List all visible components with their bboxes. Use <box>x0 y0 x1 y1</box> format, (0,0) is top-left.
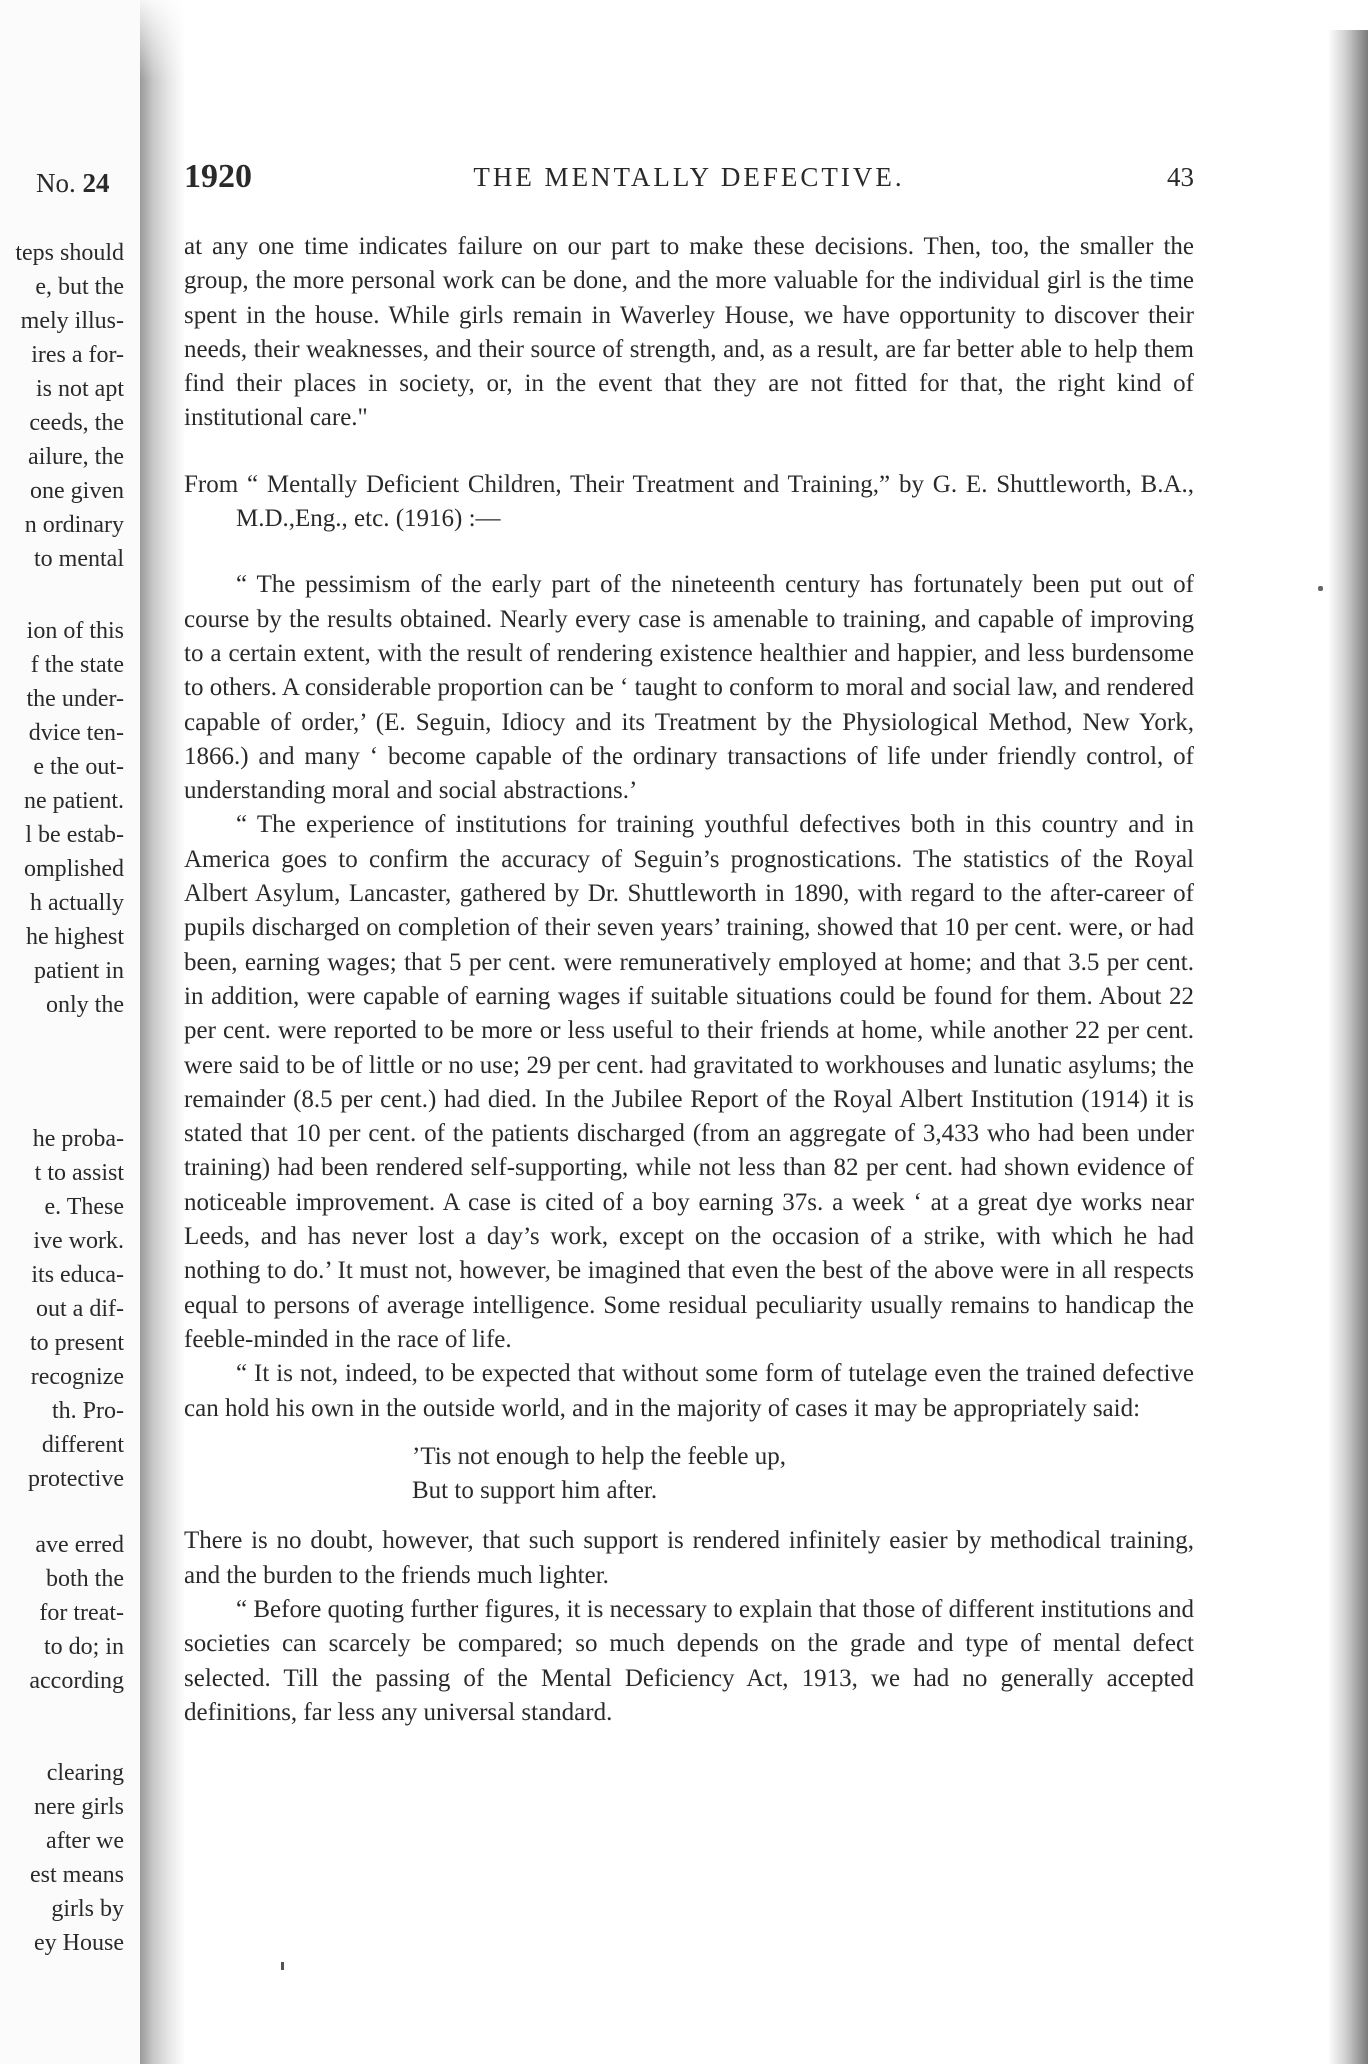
paragraph-support: There is no doubt, however, that such support is rendered infinitely easier by methodical training, and the burden to the friends much lighter. <box>184 1527 1194 1589</box>
source-citation: From “ Mentally Deficient Children, Their Treatment and Training,” by G. E. Shuttleworth, B.A., M.D.,Eng., etc. (1916) :— <box>184 470 1194 533</box>
verse-line-2: But to support him after. <box>412 1477 658 1505</box>
left-page-line: recognize <box>30 1364 124 1390</box>
left-page-header <box>36 168 110 199</box>
running-head <box>184 158 1194 202</box>
left-header-prefix: No. <box>36 168 76 198</box>
left-page-line: protective <box>28 1466 124 1492</box>
left-page-line: l be estab- <box>25 822 124 848</box>
left-page-line: to do; in <box>43 1634 124 1660</box>
left-page-line: ave erred <box>35 1532 124 1558</box>
left-page-line: est means <box>30 1862 124 1888</box>
left-page-line: th. Pro- <box>52 1398 124 1424</box>
verse-line-1: ’Tis not enough to help the feeble up, <box>412 1442 787 1470</box>
body-text <box>184 230 1194 1730</box>
paragraph-pessimism: “ The pessimism of the early part of the nineteenth century has fortunately been put out of course by the results obtained. Nearly every case is amenable to training, and capable of improving to a certain extent, with the result of rendering existence healthier and happier, and less burdensome to others. A considerable proportion can be ‘ taught to conform to moral and social law, and rendered capable of order,’ (E. Seguin, Idiocy and its Treatment by the Physiological Method, New York, 1866.) and many ‘ become capable of the ordinary transactions of life under friendly control, of understanding moral and social abstractions.’ <box>184 571 1194 805</box>
left-page-line: ires a for- <box>31 342 124 368</box>
left-page-line: after we <box>46 1828 124 1854</box>
left-page-line: ive work. <box>33 1228 124 1254</box>
left-page-line: f the state <box>30 652 124 678</box>
left-page-line: only the <box>46 992 124 1018</box>
left-page-line: omplished <box>24 856 124 882</box>
left-page-line: its educa- <box>31 1262 124 1288</box>
left-page-line: mely illus- <box>20 308 124 334</box>
left-page-line: ceeds, the <box>29 410 124 436</box>
left-page-line: ne patient. <box>24 788 124 814</box>
left-page-line: according <box>29 1668 124 1694</box>
left-page-line: he highest <box>26 924 124 950</box>
paragraph-further-figures: “ Before quoting further figures, it is necessary to explain that those of different institutions and societies can scarcely be compared; so much depends on the grade and type of mental defect selected. Till the passing of the Mental Deficiency Act, 1913, we had no generally accepted definitions, far less any universal standard. <box>184 1595 1194 1726</box>
left-page-line: both the <box>46 1566 124 1592</box>
left-page-line: is not apt <box>36 376 124 402</box>
left-page-line: the under- <box>26 686 124 712</box>
left-page-line: one given <box>30 478 124 504</box>
left-page-line: h actually <box>30 890 124 916</box>
gutter-highlight <box>140 0 184 80</box>
paragraph-tutelage: “ It is not, indeed, to be expected that without some form of tutelage even the trained defective can hold his own in the outside world, and in the majority of cases it may be appropriately said: <box>184 1360 1194 1422</box>
left-page-line: ailure, the <box>28 444 124 470</box>
left-page-line: e, but the <box>35 274 124 300</box>
left-page-line: e the out- <box>33 754 124 780</box>
margin-dot <box>1318 586 1323 591</box>
left-page-line: to present <box>30 1330 124 1356</box>
left-page-line: clearing <box>46 1760 124 1786</box>
verse-quotation <box>184 1440 1194 1509</box>
left-page-line: t to assist <box>34 1160 124 1186</box>
left-page-line: out a dif- <box>36 1296 124 1322</box>
left-page-line: for treat- <box>39 1600 124 1626</box>
paragraph-institutions-statistics: “ The experience of institutions for training youthful defectives both in this country and in America goes to confirm the accuracy of Seguin’s prognostications. The statistics of the Royal Albert Asylum, Lancaster, gathered by Dr. Shuttleworth in 1890, with regard to the after-career of pupils discharged on completion of their seven years’ training, showed that 10 per cent. were, or had been, earning wages; that 5 per cent. were remuneratively employed at home; and that 3.5 per cent. in addition, were capable of earning wages if suitable situations could be found for them. About 22 per cent. were reported to be more or less useful to their friends at home, while another 22 per cent. were said to be of little or no use; 29 per cent. had gravitated to workhouses and lunatic asylums; the remainder (8.5 per cent.) had died. In the Jubilee Report of the Royal Albert Institution (1914) it is stated that 10 per cent. of the patients discharged (from an aggregate of 3,433 who had been under training) had been rendered self-supporting, while not less than 82 per cent. had shown evidence of noticeable improvement. A case is cited of a boy earning 37s. a week ‘ at a great dye works near Leeds, and has never lost a day’s work, except on the occasion of a strike, with which he had nothing to do.’ It must not, however, be imagined that even the best of the above were in all respects equal to persons of average intelligence. Some residual peculiarity usually remains to handicap the feeble-minded in the race of life. <box>184 811 1194 1353</box>
running-head-year: 1920 <box>184 158 252 195</box>
left-header-number: 24 <box>82 168 110 198</box>
left-page-line: ey House <box>34 1930 124 1956</box>
left-page-line: e. These <box>44 1194 124 1220</box>
page-edge-shadow <box>1328 30 1368 2064</box>
left-page-line: n ordinary <box>24 512 124 538</box>
left-page-line: patient in <box>34 958 124 984</box>
left-page-line: girls by <box>51 1896 124 1922</box>
left-page-line: to mental <box>34 546 124 572</box>
main-page <box>184 0 1328 2064</box>
paragraph-waverley-house: at any one time indicates failure on our part to make these decisions. Then, too, the smaller the group, the more personal work can be done, and the more valuable for the individual girl is the time spent in the house. While girls remain in Waverley House, we have opportunity to discover their needs, their weaknesses, and their source of strength, and, as a result, are far better able to help them find their places in society, or, in the event that they are not fitted for that, the right kind of institutional care." <box>184 233 1194 432</box>
book-gutter-shadow <box>140 0 184 2064</box>
running-head-title: THE MENTALLY DEFECTIVE. <box>473 162 905 192</box>
ink-speck <box>281 1962 284 1970</box>
left-page-line: different <box>41 1432 124 1458</box>
left-page-line: he proba- <box>32 1126 124 1152</box>
left-page-line: nere girls <box>34 1794 124 1820</box>
left-page-line: dvice ten- <box>28 720 124 746</box>
left-facing-page <box>0 0 140 2064</box>
page-number: 43 <box>1167 162 1194 192</box>
left-page-line: ion of this <box>26 618 124 644</box>
left-page-line: teps should <box>15 240 124 266</box>
